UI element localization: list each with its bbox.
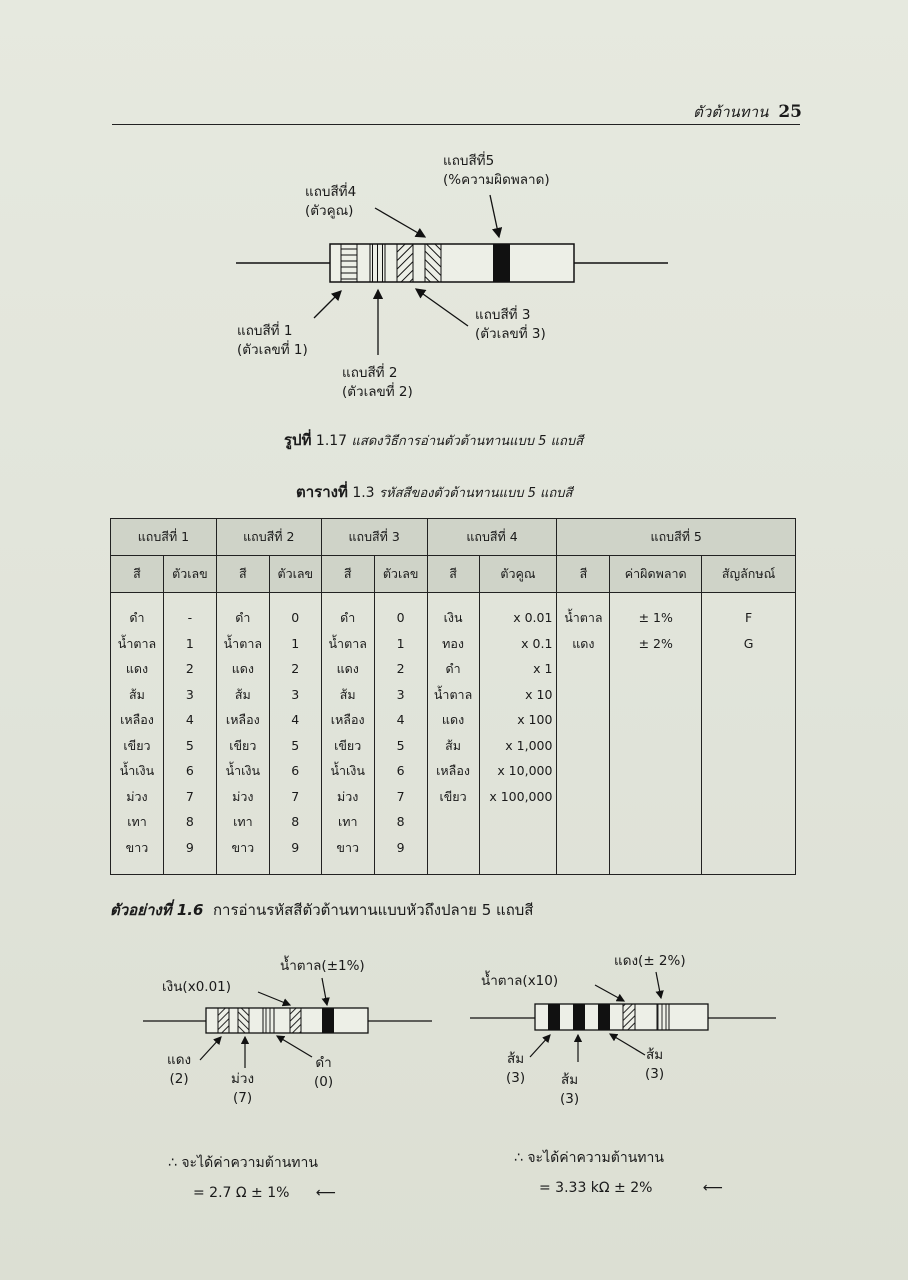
table-cell: ขาว <box>336 839 359 855</box>
table-cell: 4 <box>396 712 405 727</box>
left-result: ∴ จะได้ค่าความต้านทาน = 2.7 Ω ± 1% ⟵ <box>168 1155 336 1201</box>
table-cell: 5 <box>396 737 405 753</box>
table-cell: แดง <box>125 661 149 676</box>
table-cell: เทา <box>337 814 358 829</box>
band2-colors <box>216 593 269 875</box>
table-cell: น้ำตาล <box>433 686 473 702</box>
table-cell: เขียว <box>334 737 362 753</box>
col-header: ตัวคูณ <box>479 556 557 593</box>
group-band3: แถบสีที่ 3 <box>321 519 427 556</box>
table-cell: 9 <box>185 839 194 855</box>
table-cell: 7 <box>185 788 194 804</box>
table-caption: ตารางที่ 1.3 รหัสสีของตัวต้านทานแบบ 5 แถบสี <box>296 483 573 501</box>
table-cell: x 10 <box>525 686 553 702</box>
band1-digits <box>163 593 216 875</box>
band-4 <box>425 244 441 282</box>
band-1 <box>341 244 357 282</box>
table-cell: x 1 <box>533 661 553 676</box>
band4-multipliers <box>479 593 557 875</box>
label-band3: แถบสีที่ 3 (ตัวเลขที่ 3) <box>475 307 546 342</box>
band3-colors <box>321 593 374 875</box>
table-cell: ม่วง <box>126 788 148 804</box>
band5-colors <box>557 593 610 875</box>
table-cell: 9 <box>396 839 405 855</box>
table-cell: 9 <box>291 839 300 855</box>
table-cell: น้ำเงิน <box>330 763 365 778</box>
table-cell: - <box>187 610 193 625</box>
table-cell: 0 <box>396 610 405 625</box>
right-band-5 <box>657 1004 669 1030</box>
table-cell: ดำ <box>235 610 251 625</box>
table-cell: 3 <box>291 686 300 702</box>
example-heading: ตัวอย่างที่ 1.6 การอ่านรหัสสีตัวต้านทานแบบหัวถึงปลาย 5 แถบสี <box>110 901 534 919</box>
band3-digits <box>374 593 427 875</box>
col-header: สี <box>216 556 269 593</box>
table-cell: 3 <box>396 686 405 702</box>
resistor-body <box>330 244 574 282</box>
right-band-3 <box>598 1004 610 1030</box>
left-red-label: แดง (2) <box>167 1052 192 1087</box>
group-band1: แถบสีที่ 1 <box>111 519 217 556</box>
table-cell: x 100,000 <box>489 788 553 804</box>
left-black-label: ดำ (0) <box>314 1055 334 1090</box>
left-violet-label: ม่วง (7) <box>231 1071 255 1106</box>
right-orange1-label: ส้ม (3) <box>506 1051 526 1086</box>
left-band-2 <box>238 1008 249 1033</box>
label-band5: แถบสีที่5 (%ความผิดพลาด) <box>443 153 550 188</box>
table-cell: เทา <box>127 814 147 829</box>
table-cell: 6 <box>185 763 194 778</box>
left-brown-label: น้ำตาล(±1%) <box>280 958 365 974</box>
table-cell: ส้ม <box>234 686 251 702</box>
table-cell: x 1,000 <box>505 737 553 753</box>
table-cell: แดง <box>231 661 254 676</box>
table-cell: ขาว <box>125 839 149 855</box>
band2-digits <box>269 593 321 875</box>
table-cell: 8 <box>185 814 194 829</box>
table-cell: เหลือง <box>120 712 154 727</box>
table-cell: ม่วง <box>232 788 254 804</box>
band5-tolerance <box>610 593 702 875</box>
table-cell: น้ำตาล <box>223 635 263 651</box>
table-cell: เหลือง <box>436 763 470 778</box>
right-red-label: แดง(± 2%) <box>614 953 686 969</box>
table-cell: เหลือง <box>330 712 365 727</box>
table-cell: แดง <box>441 712 465 727</box>
col-header: สี <box>557 556 610 593</box>
table-cell: ม่วง <box>337 788 359 804</box>
table-cell: x 10,000 <box>497 763 553 778</box>
table-cell: แดง <box>572 635 595 651</box>
band-5 <box>493 244 510 282</box>
table-cell: x 100 <box>517 712 553 727</box>
table-cell: ส้ม <box>445 737 461 753</box>
left-band-4 <box>290 1008 301 1033</box>
color-code-table <box>110 518 796 875</box>
col-header: ตัวเลข <box>374 556 427 593</box>
right-brown-label: น้ำตาล(x10) <box>481 973 559 989</box>
right-band-1 <box>548 1004 560 1030</box>
right-result: ∴ จะได้ค่าความต้านทาน = 3.33 kΩ ± 2% ⟵ <box>514 1150 723 1196</box>
table-cell: 2 <box>396 661 405 676</box>
table-cell: ขาว <box>231 839 255 855</box>
table-cell: 4 <box>291 712 300 727</box>
left-band-3 <box>263 1008 274 1033</box>
example-resistors <box>0 940 908 1080</box>
col-header: สี <box>321 556 374 593</box>
table-cell: 1 <box>396 635 405 651</box>
col-header: ตัวเลข <box>163 556 216 593</box>
table-cell: 0 <box>291 610 300 625</box>
table-cell: เขียว <box>229 737 257 753</box>
left-resistor-body <box>206 1008 368 1033</box>
col-header: ตัวเลข <box>269 556 321 593</box>
band5-symbol <box>702 593 796 875</box>
table-cell: เทา <box>233 814 253 829</box>
table-cell: ดำ <box>340 610 356 625</box>
band1-colors <box>111 593 164 875</box>
table-cell: 2 <box>291 661 300 676</box>
section-title: ตัวต้านทาน <box>693 103 769 121</box>
resistor-diagram <box>0 0 908 430</box>
table-cell: น้ำตาล <box>328 635 367 651</box>
right-orange2-label: ส้ม (3) <box>560 1072 580 1107</box>
table-cell: ส้ม <box>129 686 145 702</box>
table-cell: ดำ <box>445 661 461 676</box>
group-band2: แถบสีที่ 2 <box>216 519 321 556</box>
table-cell: x 0.1 <box>521 635 553 651</box>
table-cell: เหลือง <box>225 712 260 727</box>
table-cell: น้ำตาล <box>564 610 603 625</box>
table-cell: F <box>744 610 753 625</box>
right-band-2 <box>573 1004 585 1030</box>
group-band4: แถบสีที่ 4 <box>427 519 557 556</box>
table-cell: น้ำตาล <box>117 635 157 651</box>
col-header: ค่าผิดพลาด <box>610 556 702 593</box>
table-cell: เขียว <box>123 737 151 753</box>
right-orange3-label: ส้ม (3) <box>645 1047 665 1082</box>
table-cell: ± 2% <box>638 635 673 651</box>
table-cell: 5 <box>185 737 194 753</box>
label-band2: แถบสีที่ 2 (ตัวเลขที่ 2) <box>342 365 413 400</box>
table-cell: 4 <box>185 712 194 727</box>
table-cell: 7 <box>396 788 405 804</box>
table-cell: เขียว <box>439 788 467 804</box>
table-cell: 8 <box>396 814 405 829</box>
left-band-5 <box>322 1008 334 1033</box>
table-cell: ทอง <box>442 635 464 651</box>
left-silver-label: เงิน(x0.01) <box>162 979 232 995</box>
left-arrow-icon: ⟵ <box>315 1185 336 1201</box>
table-cell: ดำ <box>129 610 145 625</box>
table-cell: 3 <box>185 686 194 702</box>
table-cell: 1 <box>291 635 300 651</box>
figure-caption: รูปที่ 1.17 แสดงวิธีการอ่านตัวต้านทานแบบ 5 แถบสี <box>284 431 584 449</box>
right-band-4 <box>623 1004 635 1030</box>
table-cell: ± 1% <box>638 610 673 625</box>
band-3 <box>397 244 413 282</box>
table-cell: 5 <box>291 737 300 753</box>
table-cell: น้ำเงิน <box>119 763 155 778</box>
col-header: สี <box>111 556 164 593</box>
table-cell: เงิน <box>443 610 463 625</box>
table-cell: 6 <box>396 763 405 778</box>
group-band5: แถบสีที่ 5 <box>557 519 796 556</box>
col-header: สัญลักษณ์ <box>702 556 796 593</box>
band4-colors <box>427 593 479 875</box>
table-cell: 2 <box>185 661 194 676</box>
page-number: 25 <box>778 102 802 122</box>
col-header: สี <box>427 556 479 593</box>
right-resistor-body <box>535 1004 708 1030</box>
table-cell: ส้ม <box>339 686 356 702</box>
table-cell: 1 <box>185 635 194 651</box>
table-cell: 7 <box>291 788 300 804</box>
left-band-1 <box>218 1008 229 1033</box>
table-cell: 6 <box>291 763 300 778</box>
table-cell: 8 <box>291 814 300 829</box>
label-band4: แถบสีที่4 (ตัวคูณ) <box>305 184 357 219</box>
band-2 <box>370 244 385 282</box>
table-cell: แดง <box>336 661 359 676</box>
right-arrow-icon: ⟵ <box>702 1180 723 1196</box>
table-cell: G <box>743 635 754 651</box>
label-band1: แถบสีที่ 1 (ตัวเลขที่ 1) <box>237 323 308 358</box>
table-cell: น้ำเงิน <box>225 763 261 778</box>
table-cell: x 0.01 <box>513 610 553 625</box>
